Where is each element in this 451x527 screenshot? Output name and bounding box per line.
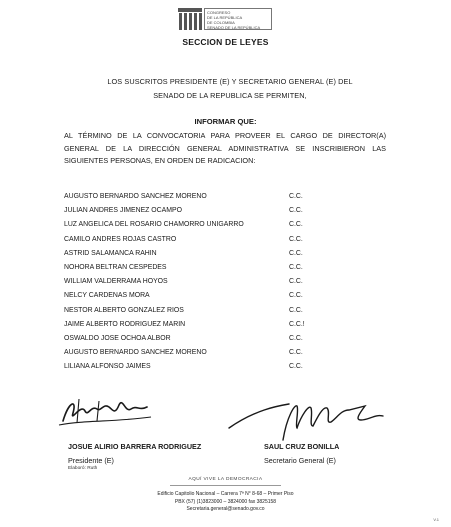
- secretary-signature: [225, 396, 390, 446]
- registrant-name: AUGUSTO BERNARDO SANCHEZ MORENO: [64, 193, 207, 200]
- list-item: [64, 275, 324, 289]
- prepared-by: Elaboró: Ruth: [68, 466, 98, 471]
- registrant-id: C.C.: [289, 193, 303, 200]
- registrant-name: JAIME ALBERTO RODRIGUEZ MARIN: [64, 320, 186, 328]
- registrant-id: C.C.: [289, 263, 303, 271]
- logo-text: CONGRESO DE LA REPÚBLICA DE COLOMBIA SENADO DE LA REPÚBLICA: [204, 8, 272, 30]
- list-item: [64, 289, 324, 303]
- registrant-id: C.C.: [289, 249, 303, 257]
- president-signature: [55, 393, 165, 431]
- inform-heading: INFORMAR QUE:: [194, 117, 257, 126]
- secretary-name: SAUL CRUZ BONILLA: [264, 442, 340, 451]
- registrant-id: C.C.: [289, 221, 303, 229]
- registrant-name: LUZ ANGELICA DEL ROSARIO CHAMORRO UNIGARRO: [64, 221, 244, 229]
- list-item: [64, 218, 324, 232]
- list-item: [64, 318, 324, 332]
- registrant-id: C.C.: [289, 349, 303, 357]
- list-item: [64, 346, 324, 360]
- motto: AQUÍ VIVE LA DEMOCRACIA: [188, 477, 263, 482]
- president-role: Presidente (E): [68, 456, 114, 465]
- list-item: [64, 233, 324, 247]
- registrant-name: AUGUSTO BERNARDO SANCHEZ MORENO: [64, 349, 207, 357]
- registrant-name: NOHORA BELTRAN CESPEDES: [64, 263, 167, 271]
- registrant-id: C.C.: [289, 363, 303, 371]
- registrant-id: C.C.: [289, 292, 303, 300]
- registrant-id: C.C.: [289, 278, 303, 286]
- registrant-name: NELCY CARDENAS MORA: [64, 292, 150, 300]
- senado-logo: [178, 6, 274, 32]
- list-item: [64, 247, 324, 261]
- registrant-name: JULIAN ANDRES JIMENEZ OCAMPO: [64, 207, 182, 215]
- registrant-name: CAMILO ANDRES ROJAS CASTRO: [64, 235, 177, 243]
- list-item: [64, 360, 324, 374]
- registrant-name: ASTRID SALAMANCA RAHIN: [64, 249, 157, 257]
- registrant-id: C.C.: [289, 306, 303, 314]
- list-item: [64, 332, 324, 346]
- secretary-role: Secretario General (E): [264, 456, 336, 465]
- intro-text: LOS SUSCRITOS PRESIDENTE (E) Y SECRETARIO GENERAL (E) DEL SENADO DE LA REPUBLICA SE PERMITEN,: [107, 77, 353, 100]
- email-link[interactable]: Secretaria.general@senado.gov.co: [186, 506, 265, 512]
- registrant-id: C.C.: [289, 334, 303, 342]
- footer-divider: [170, 485, 281, 486]
- registrant-id: C.C.: [289, 235, 303, 243]
- registrant-name: LILIANA ALFONSO JAIMES: [64, 363, 151, 371]
- registrant-id: C.C.: [289, 207, 303, 215]
- president-name: JOSUE ALIRIO BARRERA RODRIGUEZ: [68, 442, 202, 451]
- registrant-name: OSWALDO JOSE OCHOA ALBOR: [64, 334, 171, 342]
- list-item: [64, 261, 324, 275]
- list-item: [64, 304, 324, 318]
- section-title: SECCION DE LEYES: [182, 37, 269, 47]
- capitol-pillars-icon: [178, 8, 202, 30]
- registrant-list: [64, 190, 324, 374]
- registrant-name: WILLIAM VALDERRAMA HOYOS: [64, 278, 168, 286]
- list-item: [64, 190, 324, 204]
- list-item: [64, 204, 324, 218]
- registrant-name: NESTOR ALBERTO GONZALEZ RIOS: [64, 306, 184, 314]
- registrant-id: C.C.!: [289, 320, 305, 328]
- announcement-paragraph: AL TÉRMINO DE LA CONVOCATORIA PARA PROVEER EL CARGO DE DIRECTOR(A) GENERAL DE LA DIRECCIÓN GENERAL ADMINISTRATIVA SE INSCRIBIERON LAS SIGUIENTES PERSONAS, EN ORDEN DE RADICACION:: [64, 131, 386, 165]
- version-label: V.1: [433, 517, 439, 522]
- footer-address: Edificio Capitolio Nacional – Carrera 7ª N° 8-68 – Primer Piso PBX (57) (1)3823000 – 3824000 fax 3825158 Secretaria.general@senado.gov.co: [0, 491, 451, 514]
